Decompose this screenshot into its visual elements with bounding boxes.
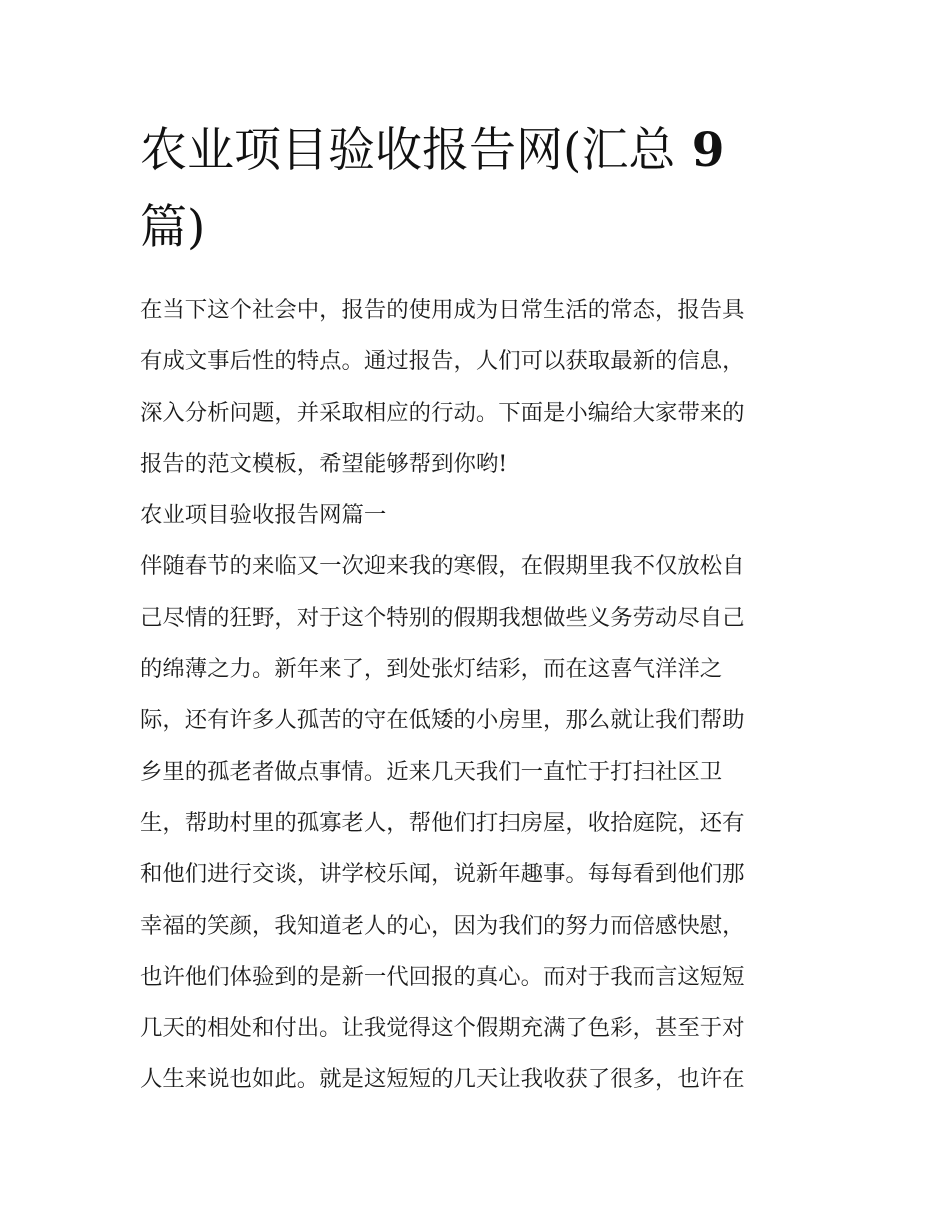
body-line: 生，帮助村里的孤寡老人，帮他们打扫房屋，收拾庭院，还有 [140,809,745,836]
body-line: 己尽情的狂野，对于这个特别的假期我想做些义务劳动尽自己 [140,604,745,631]
title-line-2 [140,189,812,266]
intro-line: 深入分析问题，并采取相应的行动。下面是小编给大家带来的 [140,399,745,426]
body-line: 幸福的笑颜，我知道老人的心，因为我们的努力而倍感快慰， [140,912,745,939]
intro-line: 有成文事后性的特点。通过报告，人们可以获取最新的信息， [140,348,745,375]
body-line: 的绵薄之力。新年来了，到处张灯结彩，而在这喜气洋洋之 [140,656,723,683]
title-line-1-number: 9 [675,123,725,178]
intro-line: 报告的范文模板，希望能够帮到你哟! [140,450,508,477]
body-line: 也许他们体验到的是新一代回报的真心。而对于我而言这短短 [140,963,745,990]
title-line-1 [140,112,812,189]
body-line: 几天的相处和付出。让我觉得这个假期充满了色彩，甚至于对 [140,1015,745,1042]
body-line: 和他们进行交谈，讲学校乐闻，说新年趣事。每每看到他们那 [140,861,745,888]
body-line: 伴随春节的来临又一次迎来我的寒假，在假期里我不仅放松自 [140,553,745,580]
intro-line: 在当下这个社会中，报告的使用成为日常生活的常态，报告具 [140,297,745,323]
body-paragraph [140,541,812,1105]
title-line-2-text: 篇) [140,200,206,255]
body-line: 乡里的孤老者做点事情。近来几天我们一直忙于打扫社区卫 [140,758,723,785]
body-line: 人生来说也如此。就是这短短的几天让我收获了很多，也许在 [140,1066,745,1093]
title-line-1-text: 农业项目验收报告网(汇总 [140,123,676,178]
intro-paragraph [140,285,812,490]
body-line: 际，还有许多人孤苦的守在低矮的小房里，那么就让我们帮助 [140,707,745,734]
section-heading: 农业项目验收报告网篇一 [140,502,387,529]
document-content [140,112,812,1106]
document-title [140,112,812,266]
